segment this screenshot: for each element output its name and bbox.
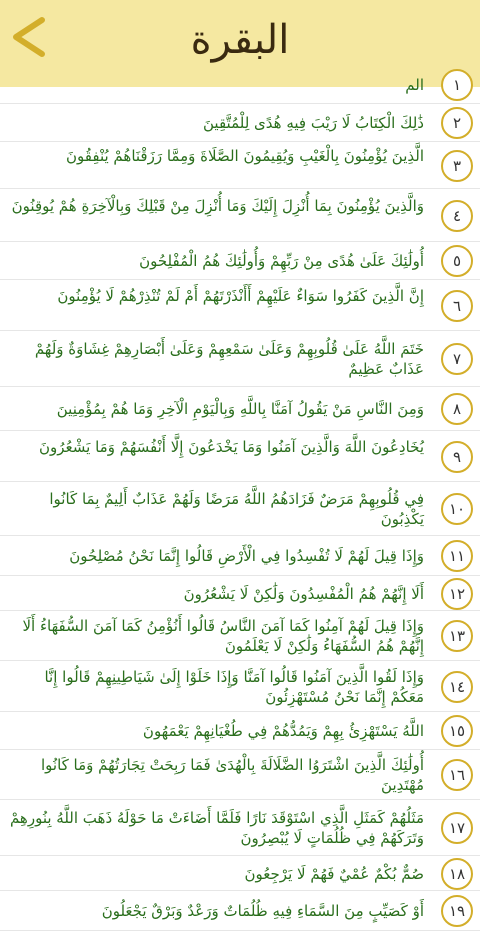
verse-text: أُولَٰئِكَ عَلَىٰ هُدًى مِنْ رَبِّهِمْ وَأُولَٰئِكَ هُمُ الْمُفْلِحُونَ (139, 252, 424, 270)
verse-text: أَلَا إِنَّهُمْ هُمُ الْمُفْسِدُونَ وَلَٰكِنْ لَا يَشْعُرُونَ (183, 585, 424, 603)
verse-text: خَتَمَ اللَّهُ عَلَىٰ قُلُوبِهِمْ وَعَلَىٰ سَمْعِهِمْ وَعَلَىٰ أَبْصَارِهِمْ غِشَاوَةٌ وَلَهُمْ عَذَابٌ عَظِيمٌ (34, 340, 424, 378)
verse-number-badge: ٩ (441, 441, 473, 473)
verse-number-badge: ٣ (441, 150, 473, 182)
verse-row[interactable] (0, 536, 480, 576)
verse-row[interactable] (0, 189, 480, 242)
verse-text: إِنَّ الَّذِينَ كَفَرُوا سَوَاءٌ عَلَيْهِمْ أَأَنْذَرْتَهُمْ أَمْ لَمْ تُنْذِرْهُمْ لَا يُؤْمِنُونَ (57, 287, 424, 305)
verse-number-badge: ٥ (441, 245, 473, 277)
verse-text: مَثَلُهُمْ كَمَثَلِ الَّذِي اسْتَوْقَدَ نَارًا فَلَمَّا أَضَاءَتْ مَا حَوْلَهُ ذَهَبَ اللَّهُ بِنُورِهِمْ وَتَرَكَهُمْ فِي ظُلُمَاتٍ لَا يُبْصِرُونَ (9, 809, 424, 847)
verse-number-badge: ١٢ (441, 578, 473, 610)
verse-row[interactable] (0, 387, 480, 431)
verse-row[interactable] (0, 800, 480, 856)
verse-row[interactable] (0, 242, 480, 280)
verse-number-badge: ١ (441, 69, 473, 101)
verse-number-badge: ٤ (441, 200, 473, 232)
verse-number-badge: ١١ (441, 540, 473, 572)
verse-row[interactable] (0, 750, 480, 800)
verse-number-badge: ٢ (441, 107, 473, 139)
verse-number-badge: ١٥ (441, 715, 473, 747)
verse-number-badge: ١٣ (441, 620, 473, 652)
verse-text: الَّذِينَ يُؤْمِنُونَ بِالْغَيْبِ وَيُقِيمُونَ الصَّلَاةَ وَمِمَّا رَزَقْنَاهُمْ يُنْفِقُونَ (66, 147, 424, 165)
verse-text: ذَٰلِكَ الْكِتَابُ لَا رَيْبَ فِيهِ هُدًى لِلْمُتَّقِينَ (203, 114, 424, 132)
verse-number-badge: ٦ (441, 290, 473, 322)
surah-title: البقرة (190, 17, 290, 63)
verse-row[interactable] (0, 431, 480, 482)
verse-text: وَمِنَ النَّاسِ مَنْ يَقُولُ آمَنَّا بِاللَّهِ وَبِالْيَوْمِ الْآخِرِ وَمَا هُمْ بِمُؤْمِنِينَ (56, 400, 424, 418)
verse-number-badge: ١٦ (441, 759, 473, 791)
verse-list[interactable] (0, 66, 480, 920)
verse-text: وَإِذَا قِيلَ لَهُمْ آمِنُوا كَمَا آمَنَ النَّاسُ قَالُوا أَنُؤْمِنُ كَمَا آمَنَ السُّفَهَاءُ أَلَا إِنَّهُمْ هُمُ السُّفَهَاءُ وَلَٰكِنْ لَا يَعْلَمُونَ (22, 617, 424, 655)
verse-text: وَإِذَا قِيلَ لَهُمْ لَا تُفْسِدُوا فِي الْأَرْضِ قَالُوا إِنَّمَا نَحْنُ مُصْلِحُونَ (69, 547, 424, 565)
verse-number-badge: ٧ (441, 343, 473, 375)
verse-row[interactable] (0, 482, 480, 536)
verse-row[interactable] (0, 611, 480, 661)
verse-row[interactable] (0, 66, 480, 104)
verse-row[interactable] (0, 576, 480, 611)
verse-number-badge: ١٧ (441, 812, 473, 844)
verse-row[interactable] (0, 104, 480, 142)
verse-row[interactable] (0, 661, 480, 712)
verse-row[interactable] (0, 280, 480, 331)
verse-number-badge: ١٠ (441, 493, 473, 525)
verse-number-badge: ١٨ (441, 858, 473, 890)
verse-text: يُخَادِعُونَ اللَّهَ وَالَّذِينَ آمَنُوا وَمَا يَخْدَعُونَ إِلَّا أَنْفُسَهُمْ وَمَا يَشْعُرُونَ (39, 438, 424, 456)
verse-text: فِي قُلُوبِهِمْ مَرَضٌ فَزَادَهُمُ اللَّهُ مَرَضًا وَلَهُمْ عَذَابٌ أَلِيمٌ بِمَا كَانُوا يَكْذِبُونَ (49, 490, 424, 528)
verse-number-badge: ١٤ (441, 671, 473, 703)
verse-text: أُولَٰئِكَ الَّذِينَ اشْتَرَوُا الضَّلَالَةَ بِالْهُدَىٰ فَمَا رَبِحَتْ تِجَارَتُهُمْ وَمَا كَانُوا مُهْتَدِينَ (40, 756, 424, 794)
verse-row[interactable] (0, 142, 480, 189)
verse-row[interactable] (0, 712, 480, 750)
verse-text: أَوْ كَصَيِّبٍ مِنَ السَّمَاءِ فِيهِ ظُلُمَاتٌ وَرَعْدٌ وَبَرْقٌ يَجْعَلُونَ (101, 902, 424, 920)
verse-number-badge: ١٩ (441, 895, 473, 927)
verse-text: وَإِذَا لَقُوا الَّذِينَ آمَنُوا قَالُوا آمَنَّا وَإِذَا خَلَوْا إِلَىٰ شَيَاطِينِهِمْ قَالُوا إِنَّا مَعَكُمْ إِنَّمَا نَحْنُ مُسْتَهْزِئُونَ (44, 668, 424, 706)
verse-number-badge: ٨ (441, 393, 473, 425)
verse-row[interactable] (0, 856, 480, 891)
verse-text: اللَّهُ يَسْتَهْزِئُ بِهِمْ وَيَمُدُّهُمْ فِي طُغْيَانِهِمْ يَعْمَهُونَ (142, 722, 424, 740)
verse-text: الم (405, 76, 424, 94)
verse-text: وَالَّذِينَ يُؤْمِنُونَ بِمَا أُنْزِلَ إِلَيْكَ وَمَا أُنْزِلَ مِنْ قَبْلِكَ وَبِالْآخِرَةِ هُمْ يُوقِنُونَ (11, 197, 424, 215)
verse-row[interactable] (0, 891, 480, 931)
verse-text: صُمٌّ بُكْمٌ عُمْيٌ فَهُمْ لَا يَرْجِعُونَ (244, 865, 424, 883)
verse-row[interactable] (0, 331, 480, 387)
